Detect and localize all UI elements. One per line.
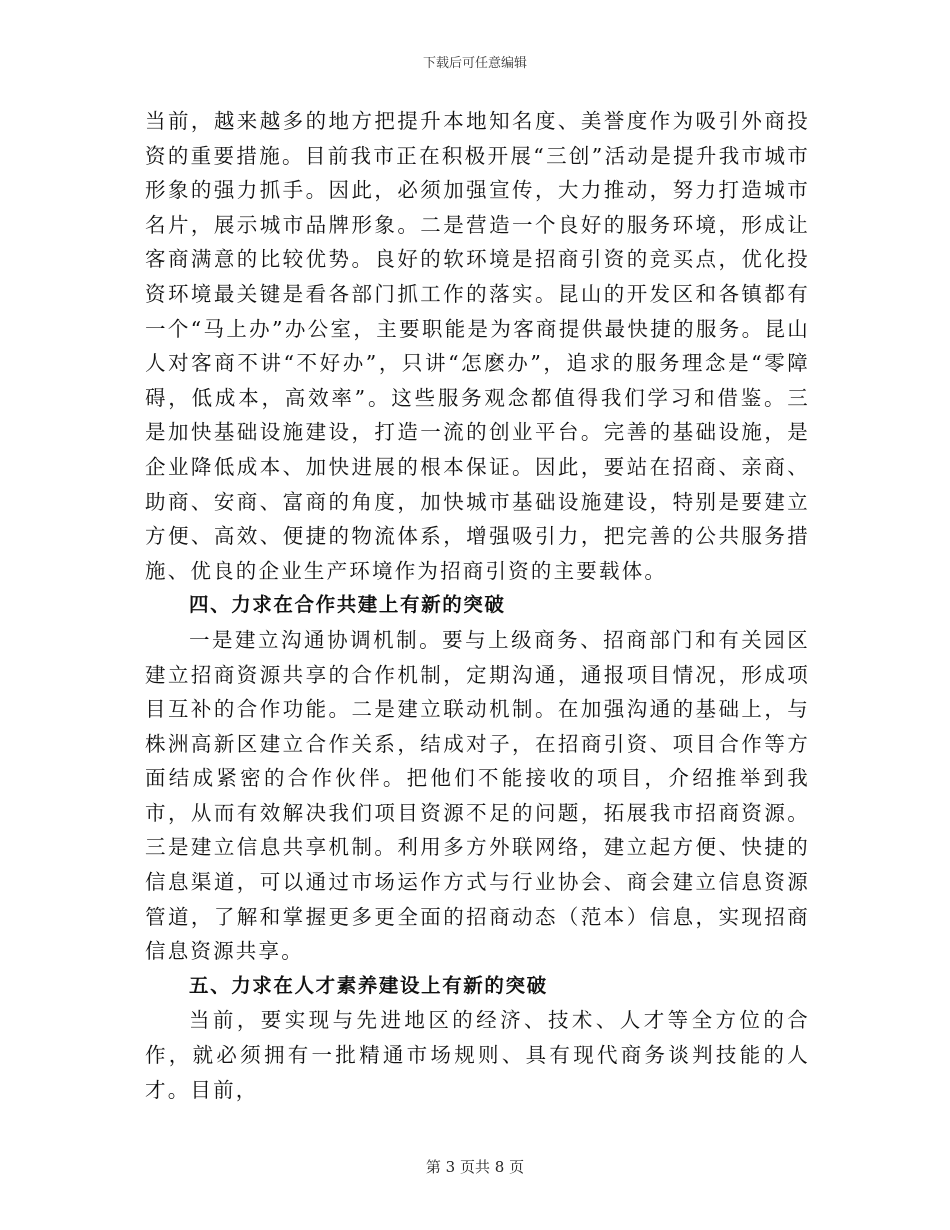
page-header-note: 下载后可任意编辑 bbox=[422, 56, 527, 71]
document-body bbox=[145, 104, 810, 1107]
paragraph-cooperation: 一是建立沟通协调机制。要与上级商务、招商部门和有关园区建立招商资源共享的合作机制，定期沟通，通报项目情况，形成项目互补的合作功能。二是建立联动机制。在加强沟通的基础上，与株洲高新区建立合作关系，结成对子，在招商引资、项目合作等方面结成紧密的合作伙伴。把他们不能接收的项目，介绍推举到我市，从而有效解决我们项目资源不足的问题，拓展我市招商资源。三是建立信息共享机制。利用多方外联网络，建立起方便、快捷的信息渠道，可以通过市场运作方式与行业协会、商会建立信息资源管道，了解和掌握更多更全面的招商动态（范本）信息，实现招商信息资源共享。 bbox=[145, 627, 810, 964]
section-heading-cooperation: 四、力求在合作共建上有新的突破 bbox=[189, 593, 506, 617]
paragraph-talent: 当前，要实现与先进地区的经济、技术、人才等全方位的合作，就必须拥有一批精通市场规则、具有现代商务谈判技能的人才。目前， bbox=[145, 1008, 810, 1102]
section-heading-talent: 五、力求在人才素养建设上有新的突破 bbox=[189, 973, 548, 997]
paragraph-infrastructure: 当前，越来越多的地方把提升本地知名度、美誉度作为吸引外商投资的重要措施。目前我市正在积极开展“三创”活动是提升我市城市形象的强力抓手。因此，必须加强宣传，大力推动，努力打造城市名片，展示城市品牌形象。二是营造一个良好的服务环境，形成让客商满意的比较优势。良好的软环境是招商引资的竞买点，优化投资环境最关键是看各部门抓工作的落实。昆山的开发区和各镇都有一个“马上办”办公室，主要职能是为客商提供最快捷的服务。昆山人对客商不讲“不好办”，只讲“怎麽办”，追求的服务理念是“零障碍，低成本，高效率”。这些服务观念都值得我们学习和借鉴。三是加快基础设施建设，打造一流的创业平台。完善的基础设施，是企业降低成本、加快进展的根本保证。因此，要站在招商、亲商、助商、安商、富商的角度，加快城市基础设施建设，特别是要建立方便、高效、便捷的物流体系，增强吸引力，把完善的公共服务措施、优良的企业生产环境作为招商引资的主要载体。 bbox=[145, 109, 810, 583]
page-number: 第 3 页共 8 页 bbox=[425, 1158, 525, 1176]
